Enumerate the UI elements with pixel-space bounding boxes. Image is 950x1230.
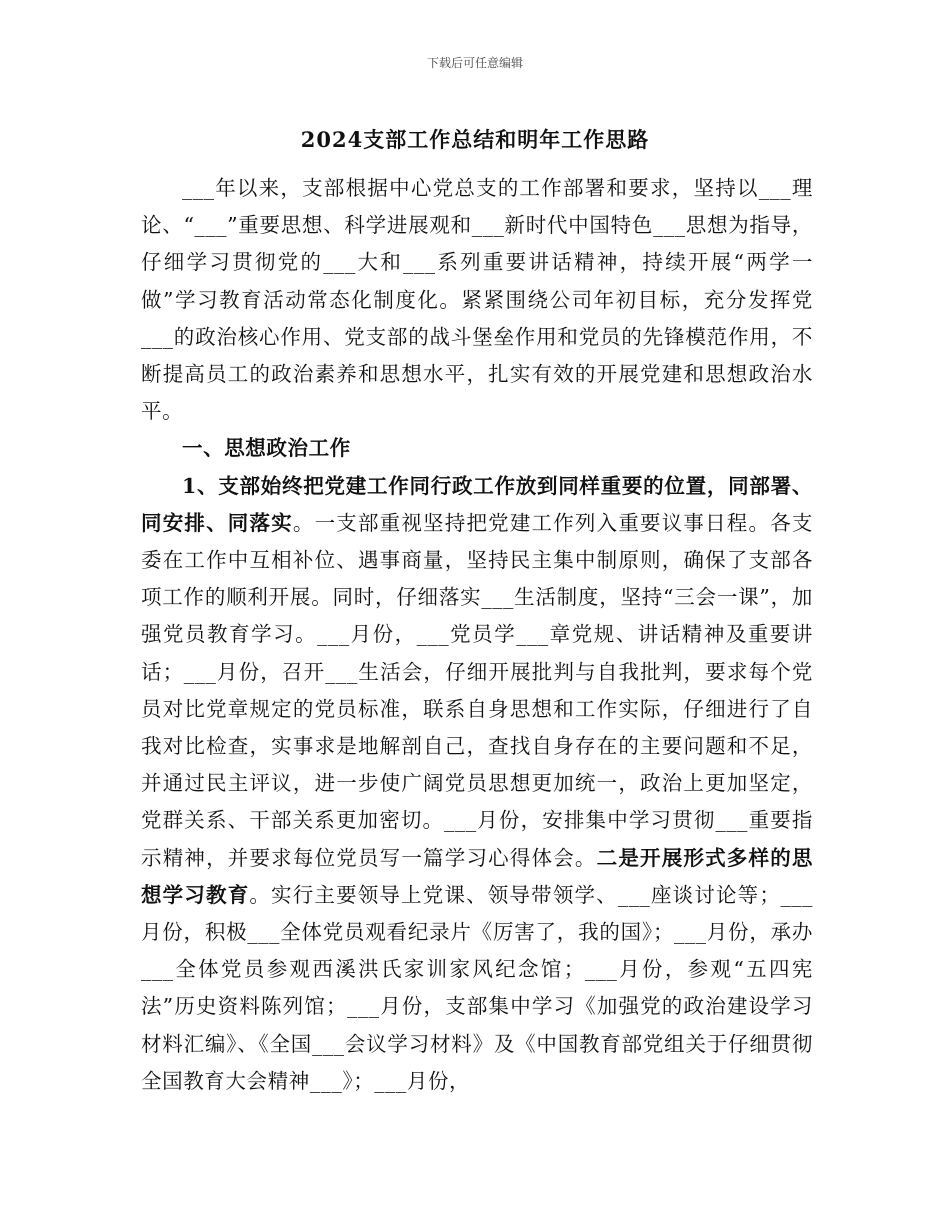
header-note: 下载后可任意编辑	[426, 56, 523, 70]
document-title: 2024支部工作总结和明年工作思路	[300, 127, 650, 152]
paragraph-bold-lead: 1、支部始终把党建工作同行政工作放到同样重要的位置，同部署、同安排、同落实	[141, 473, 813, 535]
paragraph-text: 。一支部重视坚持把党建工作列入重要议事日程。各支委在工作中互相补位、遇事商量，坚持民主集中制原则，确保了支部各项工作的顺利开展。同时，仔细落实___生活制度，坚持“三会一课”，加强党员教育学习。___月份，___党员学___章党规、讲话精神及重要讲话；___月份，召开___生活会，仔细开展批判与自我批判，要求每个党员对比党章规定的党员标准，联系自身思想和工作实际，仔细进行了自我对比检查，实事求是地解剖自己，查找自身存在的主要问题和不足，并通过民主评议，进一步使广阔党员思想更加统一，政治上更加坚定，党群关系、干部关系更加密切。___月份，安排集中学习贯彻___重要指示精神，并要求每位党员写一篇学习心得体会。	[141, 510, 813, 870]
document-body	[141, 170, 813, 1100]
intro-paragraph: ___年以来，支部根据中心党总支的工作部署和要求，坚持以___理论、“___”重要思想、科学进展观和___新时代中国特色___思想为指导，仔细学习贯彻党的___大和___系列重要讲话精神，持续开展“两学一做”学习教育活动常态化制度化。紧紧围绕公司年初目标，充分发挥党___的政治核心作用、党支部的战斗堡垒作用和党员的先锋模范作用，不断提高员工的政治素养和思想水平，扎实有效的开展党建和思想政治水平。	[141, 176, 813, 424]
paragraph-text-continued: 。实行主要领导上党课、领导带领学、___座谈讨论等；___月份，积极___全体党员观看纪录片《厉害了，我的国》；___月份，承办___全体党员参观西溪洪氏家训家风纪念馆；___月份，参观“五四宪法”历史资料陈列馆；___月份，支部集中学习《加强党的政治建设学习材料汇编》、《全国___会议学习材料》及《中国教育部党组关于仔细贯彻全国教育大会精神___》；___月份，	[141, 882, 813, 1093]
section-heading: 一、思想政治工作	[182, 436, 351, 461]
section-paragraph	[141, 468, 813, 1100]
paragraph-bold-point: 二是开展形式多样的思想学习教育	[141, 845, 813, 907]
